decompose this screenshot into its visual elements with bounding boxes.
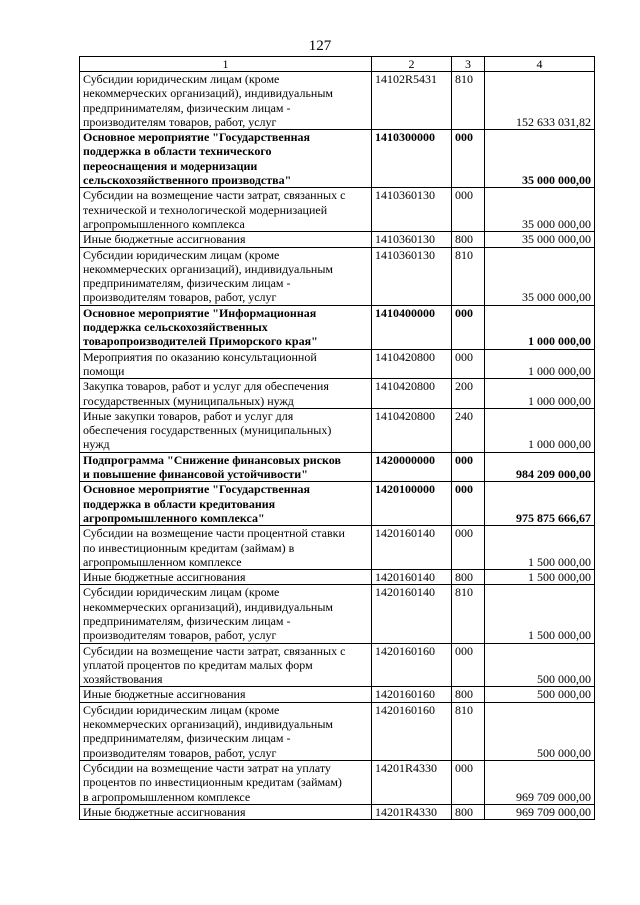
row-expense-type: 810: [452, 702, 485, 760]
row-code: 1420160140: [372, 570, 452, 585]
row-description: [80, 585, 372, 643]
row-description: [80, 305, 372, 349]
row-description: [80, 379, 372, 409]
row-expense-type: 000: [452, 526, 485, 570]
row-amount: 1 000 000,00: [485, 379, 595, 409]
row-description: [80, 482, 372, 526]
description-line: Иные бюджетные ассигнования: [83, 570, 246, 585]
row-description: [80, 408, 372, 452]
row-expense-type: 000: [452, 130, 485, 188]
description-line: Субсидии юридическим лицам (кроме: [83, 247, 280, 262]
row-amount: 1 500 000,00: [485, 585, 595, 643]
description-line: производителям товаров, работ, услуг: [83, 114, 277, 129]
table-row: [80, 643, 595, 687]
row-code: 1410400000: [372, 305, 452, 349]
row-code: 1410360130: [372, 247, 452, 305]
row-description: [80, 760, 372, 804]
header-cell: 4: [485, 57, 595, 72]
row-amount: 35 000 000,00: [485, 130, 595, 188]
row-code: 1410360130: [372, 232, 452, 247]
description-line: предпринимателям, физическим лицам -: [83, 276, 291, 291]
description-line: Основное мероприятие "Государственная: [83, 482, 311, 497]
table-row: [80, 526, 595, 570]
description-line: товаропроизводителей Приморского края": [83, 334, 318, 349]
table-row: [80, 760, 595, 804]
row-expense-type: 000: [452, 349, 485, 379]
row-expense-type: 000: [452, 305, 485, 349]
description-line: агропромышленном комплексе: [83, 554, 242, 569]
row-code: 1410420800: [372, 379, 452, 409]
row-amount: 969 709 000,00: [485, 760, 595, 804]
row-amount: 35 000 000,00: [485, 247, 595, 305]
description-line: предпринимателям, физическим лицам -: [83, 731, 291, 746]
description-line: предпринимателям, физическим лицам -: [83, 613, 291, 628]
row-amount: 1 500 000,00: [485, 526, 595, 570]
row-expense-type: 810: [452, 72, 485, 130]
description-line: производителям товаров, работ, услуг: [83, 745, 277, 760]
row-amount: 500 000,00: [485, 687, 595, 702]
row-description: [80, 526, 372, 570]
row-description: [80, 452, 372, 482]
row-code: 14201R4330: [372, 804, 452, 819]
description-line: производителям товаров, работ, услуг: [83, 628, 277, 643]
description-line: Субсидии на возмещение части процентной ставки: [83, 526, 345, 541]
description-line: Подпрограмма "Снижение финансовых рисков: [83, 452, 341, 467]
description-line: и повышение финансовой устойчивости": [83, 467, 308, 482]
description-line: Основное мероприятие "Информационная: [83, 305, 317, 320]
row-expense-type: 240: [452, 408, 485, 452]
table-row: [80, 408, 595, 452]
table-row: [80, 247, 595, 305]
description-line: Иные бюджетные ассигнования: [83, 804, 246, 819]
row-code: 14201R4330: [372, 760, 452, 804]
description-line: уплатой процентов по кредитам малых форм: [83, 657, 313, 672]
row-description: [80, 232, 372, 247]
description-line: Субсидии юридическим лицам (кроме: [83, 72, 280, 86]
row-expense-type: 000: [452, 643, 485, 687]
row-expense-type: 200: [452, 379, 485, 409]
description-line: Субсидии юридическим лицам (кроме: [83, 702, 280, 717]
row-amount: 1 000 000,00: [485, 408, 595, 452]
row-expense-type: 000: [452, 188, 485, 232]
row-amount: 969 709 000,00: [485, 804, 595, 819]
description-line: переоснащения и модернизации: [83, 158, 258, 173]
table-row: [80, 482, 595, 526]
row-expense-type: 810: [452, 247, 485, 305]
description-line: некоммерческих организаций), индивидуальным: [83, 717, 333, 732]
table-row: [80, 305, 595, 349]
row-expense-type: 810: [452, 585, 485, 643]
table-header-row: [80, 57, 595, 72]
row-code: 1420160160: [372, 687, 452, 702]
row-amount: 1 000 000,00: [485, 305, 595, 349]
row-code: 1410300000: [372, 130, 452, 188]
description-line: сельскохозяйственного производства": [83, 173, 292, 188]
description-line: технической и технологической модернизацией: [83, 202, 328, 217]
description-line: помощи: [83, 363, 125, 378]
page-number: 127: [308, 38, 332, 54]
row-description: [80, 130, 372, 188]
description-line: Иные бюджетные ассигнования: [83, 232, 246, 247]
description-line: Субсидии на возмещение части затрат на уплату: [83, 760, 331, 775]
row-expense-type: 800: [452, 687, 485, 702]
row-code: 1410360130: [372, 188, 452, 232]
row-expense-type: 800: [452, 804, 485, 819]
row-expense-type: 800: [452, 570, 485, 585]
header-cell: 3: [452, 57, 485, 72]
table-row: [80, 702, 595, 760]
description-line: Основное мероприятие "Государственная: [83, 130, 311, 145]
row-amount: 35 000 000,00: [485, 188, 595, 232]
description-line: некоммерческих организаций), индивидуальным: [83, 599, 333, 614]
row-code: 1420100000: [372, 482, 452, 526]
description-line: агропромышленного комплекса: [83, 216, 245, 231]
table-row: [80, 379, 595, 409]
row-code: 1420160140: [372, 526, 452, 570]
description-line: поддержка в области технического: [83, 144, 272, 159]
table-row: [80, 585, 595, 643]
description-line: поддержка сельскохозяйственных: [83, 320, 268, 335]
row-expense-type: 000: [452, 452, 485, 482]
description-line: некоммерческих организаций), индивидуальным: [83, 86, 333, 101]
description-line: Закупка товаров, работ и услуг для обеспечения: [83, 379, 329, 394]
table-row: [80, 570, 595, 585]
table-row: [80, 188, 595, 232]
description-line: нужд: [83, 437, 110, 452]
description-line: государственных (муниципальных) нужд: [83, 393, 294, 408]
budget-table: [79, 56, 595, 820]
row-expense-type: 000: [452, 482, 485, 526]
row-description: [80, 702, 372, 760]
description-line: процентов по инвестиционным кредитам (займам): [83, 775, 342, 790]
row-expense-type: 800: [452, 232, 485, 247]
row-code: 1410420800: [372, 408, 452, 452]
row-amount: 152 633 031,82: [485, 72, 595, 130]
table-row: [80, 687, 595, 702]
row-description: [80, 247, 372, 305]
row-description: [80, 349, 372, 379]
row-description: [80, 188, 372, 232]
description-line: в агропромышленном комплексе: [83, 789, 251, 804]
description-line: поддержка в области кредитования: [83, 496, 276, 511]
row-description: [80, 72, 372, 130]
row-description: [80, 804, 372, 819]
row-description: [80, 643, 372, 687]
row-code: 1420160140: [372, 585, 452, 643]
description-line: агропромышленного комплекса": [83, 510, 265, 525]
header-cell: 2: [372, 57, 452, 72]
description-line: Мероприятия по оказанию консультационной: [83, 349, 317, 364]
row-code: 1420160160: [372, 702, 452, 760]
row-description: [80, 570, 372, 585]
description-line: производителям товаров, работ, услуг: [83, 290, 277, 305]
row-code: 1420000000: [372, 452, 452, 482]
header-cell: 1: [80, 57, 372, 72]
row-code: 1410420800: [372, 349, 452, 379]
description-line: Субсидии юридическим лицам (кроме: [83, 585, 280, 600]
row-amount: 500 000,00: [485, 702, 595, 760]
description-line: Иные закупки товаров, работ и услуг для: [83, 408, 294, 423]
table-row: [80, 232, 595, 247]
row-code: 1420160160: [372, 643, 452, 687]
row-description: [80, 687, 372, 702]
row-amount: 1 000 000,00: [485, 349, 595, 379]
description-line: некоммерческих организаций), индивидуальным: [83, 261, 333, 276]
description-line: обеспечения государственных (муниципальных): [83, 423, 332, 438]
row-code: 14102R5431: [372, 72, 452, 130]
row-amount: 35 000 000,00: [485, 232, 595, 247]
table-row: [80, 130, 595, 188]
row-amount: 975 875 666,67: [485, 482, 595, 526]
description-line: Субсидии на возмещение части затрат, связанных с: [83, 643, 346, 658]
row-amount: 1 500 000,00: [485, 570, 595, 585]
description-line: по инвестиционным кредитам (займам) в: [83, 540, 295, 555]
description-line: предпринимателям, физическим лицам -: [83, 100, 291, 115]
description-line: хозяйствования: [83, 672, 163, 687]
table-row: [80, 72, 595, 130]
row-amount: 984 209 000,00: [485, 452, 595, 482]
row-amount: 500 000,00: [485, 643, 595, 687]
row-expense-type: 000: [452, 760, 485, 804]
table-row: [80, 804, 595, 819]
description-line: Субсидии на возмещение части затрат, связанных с: [83, 188, 346, 203]
table-row: [80, 349, 595, 379]
description-line: Иные бюджетные ассигнования: [83, 687, 246, 702]
table-row: [80, 452, 595, 482]
